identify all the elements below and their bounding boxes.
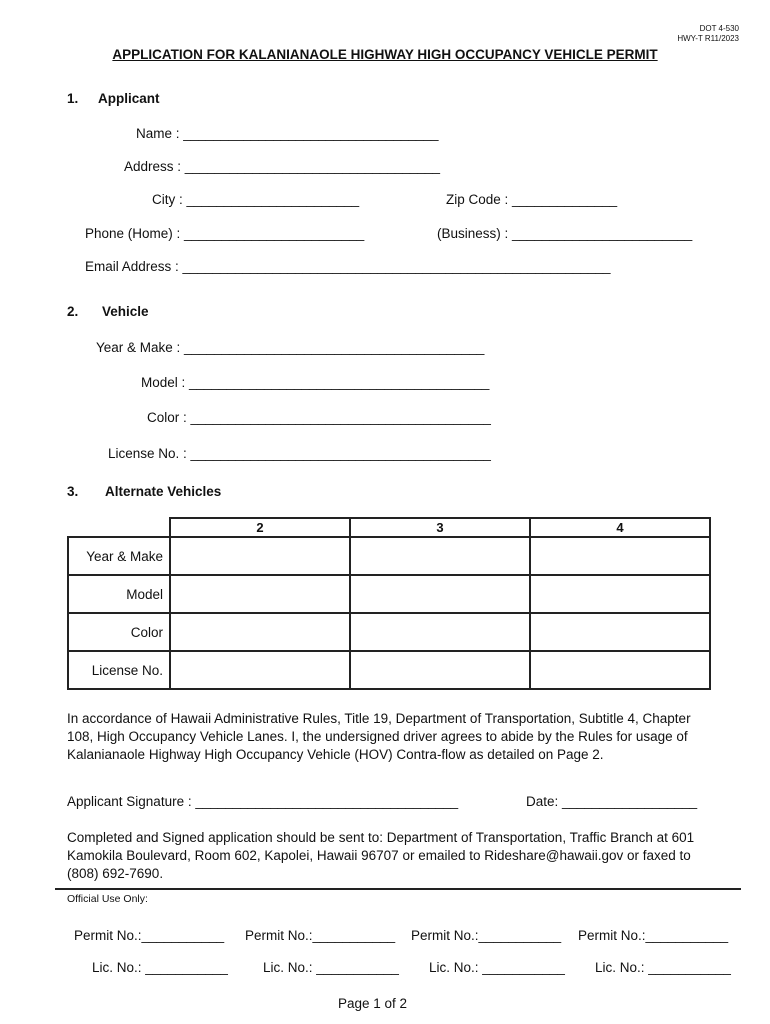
year-make-field[interactable]: Year & Make : ________________________________________ — [96, 340, 485, 355]
model-cell-2[interactable] — [170, 575, 350, 613]
lic-no-field-4[interactable]: Lic. No.: ___________ — [595, 960, 731, 975]
model-cell-3[interactable] — [350, 575, 530, 613]
color-cell-2[interactable] — [170, 613, 350, 651]
form-revision: HWY-T R11/2023 — [677, 34, 739, 43]
alternate-vehicles-table — [67, 517, 711, 690]
section-1-heading: Applicant — [98, 91, 160, 106]
year-make-cell-3[interactable] — [350, 537, 530, 575]
name-field[interactable]: Name : __________________________________ — [136, 126, 439, 141]
license-cell-4[interactable] — [530, 651, 710, 689]
model-cell-4[interactable] — [530, 575, 710, 613]
section-3-heading: Alternate Vehicles — [105, 484, 222, 499]
color-cell-3[interactable] — [350, 613, 530, 651]
official-use-label: Official Use Only: — [67, 893, 148, 905]
email-field[interactable]: Email Address : _________________________________________________________ — [85, 259, 611, 274]
lic-no-field-3[interactable]: Lic. No.: ___________ — [429, 960, 565, 975]
permit-no-field-1[interactable]: Permit No.:___________ — [74, 928, 225, 943]
row-label-license: License No. — [68, 651, 170, 689]
row-label-color: Color — [68, 613, 170, 651]
section-1-number: 1. — [67, 91, 79, 106]
license-cell-3[interactable] — [350, 651, 530, 689]
submission-text: Completed and Signed application should be sent to: Department of Transportation, Traffic Branch at 601 Kamokila Boulevard, Room 602, Kapolei, Hawaii 96707 or emailed to Rideshare@hawaii.gov or faxed to (808) 692-7690. — [67, 830, 695, 881]
color-cell-4[interactable] — [530, 613, 710, 651]
phone-home-field[interactable]: Phone (Home) : ________________________ — [85, 226, 365, 241]
permit-no-field-4[interactable]: Permit No.:___________ — [578, 928, 729, 943]
table-corner — [68, 518, 170, 537]
signature-field[interactable]: Applicant Signature : ___________________________________ — [67, 794, 459, 809]
model-field[interactable]: Model : ________________________________________ — [141, 375, 490, 390]
divider — [55, 888, 741, 890]
table-row — [68, 613, 710, 651]
year-make-cell-4[interactable] — [530, 537, 710, 575]
column-header-4: 4 — [530, 518, 710, 537]
page-number: Page 1 of 2 — [337, 996, 408, 1011]
row-label-year-make: Year & Make — [68, 537, 170, 575]
table-row — [68, 651, 710, 689]
lic-no-field-1[interactable]: Lic. No.: ___________ — [92, 960, 228, 975]
city-field[interactable]: City : _______________________ — [152, 192, 360, 207]
license-field[interactable]: License No. : ________________________________________ — [108, 446, 491, 461]
lic-no-field-2[interactable]: Lic. No.: ___________ — [263, 960, 399, 975]
section-2-heading: Vehicle — [102, 304, 149, 319]
address-field[interactable]: Address : __________________________________ — [124, 159, 441, 174]
year-make-cell-2[interactable] — [170, 537, 350, 575]
column-header-2: 2 — [170, 518, 350, 537]
license-cell-2[interactable] — [170, 651, 350, 689]
page-title: APPLICATION FOR KALANIANAOLE HIGHWAY HIGH OCCUPANCY VEHICLE PERMIT — [112, 47, 658, 62]
date-field[interactable]: Date: __________________ — [526, 794, 698, 809]
table-row — [68, 537, 710, 575]
table-row — [68, 575, 710, 613]
column-header-3: 3 — [350, 518, 530, 537]
form-code: DOT 4-530 — [699, 24, 739, 33]
permit-no-field-3[interactable]: Permit No.:___________ — [411, 928, 562, 943]
zip-code-field[interactable]: Zip Code : ______________ — [446, 192, 618, 207]
section-2-number: 2. — [67, 304, 79, 319]
permit-no-field-2[interactable]: Permit No.:___________ — [245, 928, 396, 943]
phone-business-field[interactable]: (Business) : ________________________ — [437, 226, 693, 241]
row-label-model: Model — [68, 575, 170, 613]
agreement-text: In accordance of Hawaii Administrative Rules, Title 19, Department of Transportation, Subtitle 4, Chapter 108, High Occupancy Vehicle Lanes. I, the undersigned driver agrees to abide by the Rules for usage of Kalanianaole Highway High Occupancy Vehicle (HOV) Contra-flow as detailed on Page 2. — [67, 711, 691, 762]
color-field[interactable]: Color : ________________________________________ — [147, 410, 491, 425]
section-3-number: 3. — [67, 484, 79, 499]
